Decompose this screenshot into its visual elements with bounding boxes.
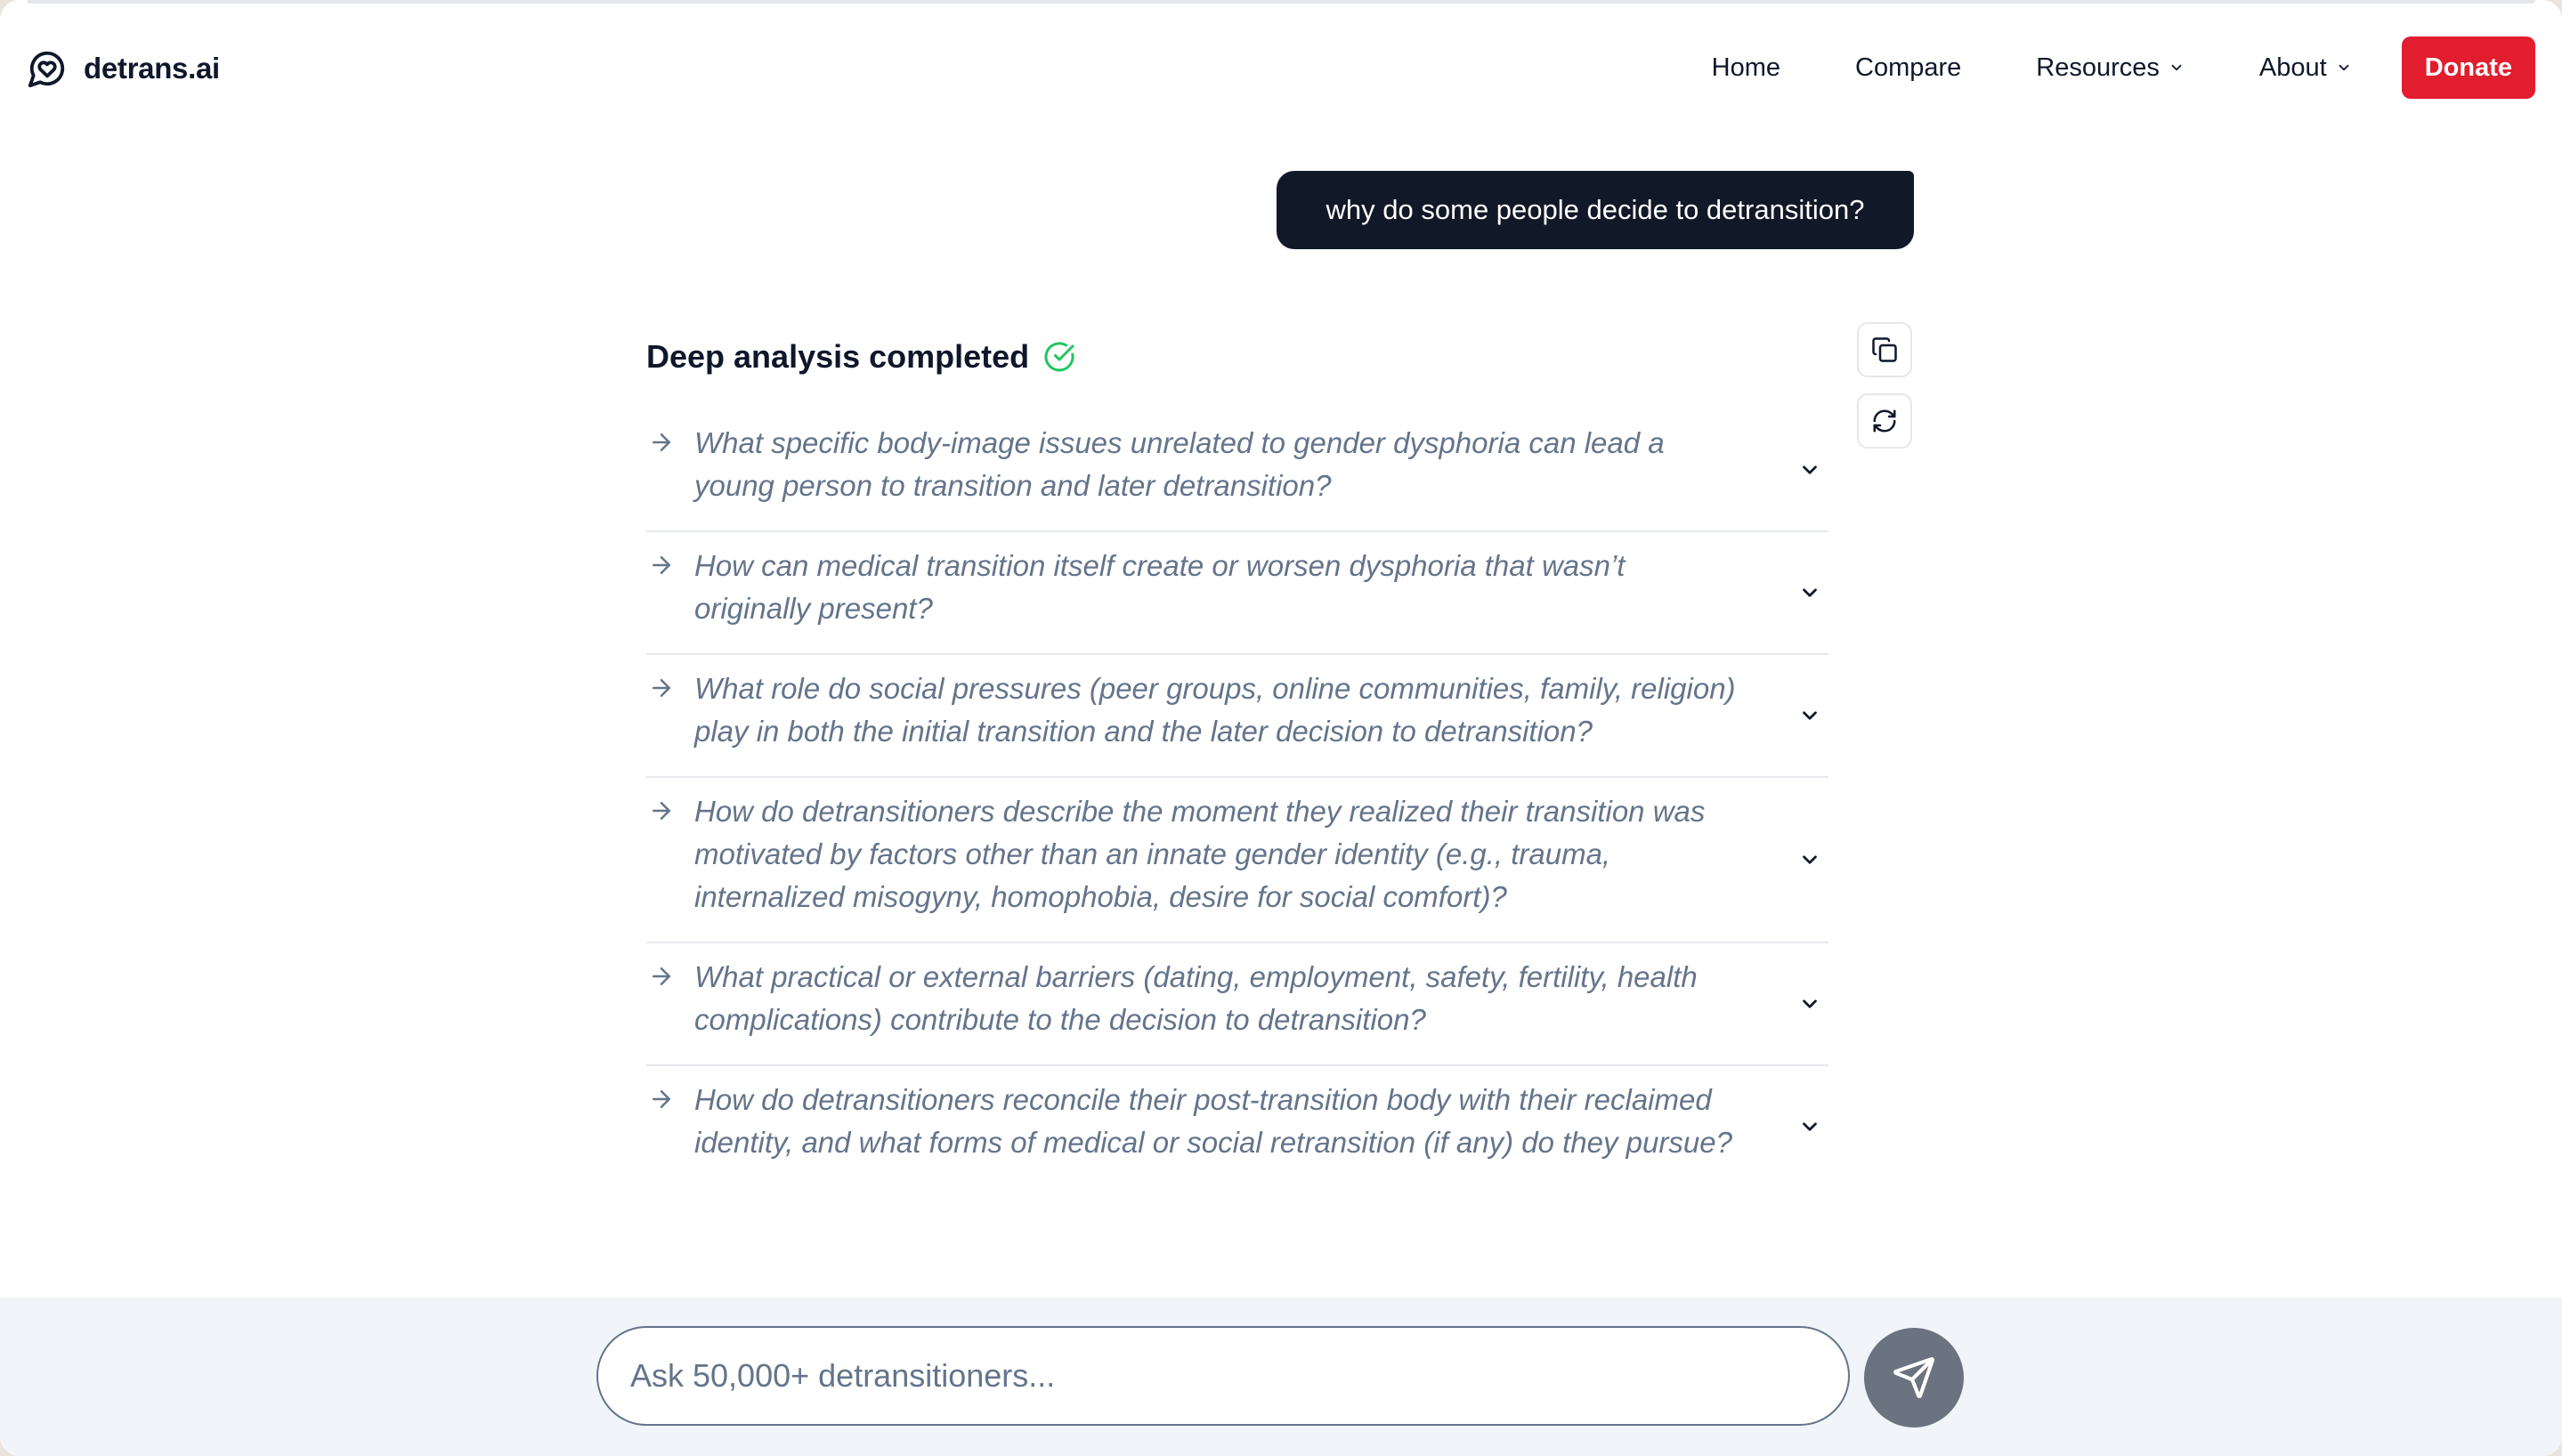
question-item[interactable] [646,943,1828,1066]
question-text: What practical or external barriers (dating, employment, safety, fertility, health complications) contribute to the decision to detransition? [694,960,1698,1036]
brand-logo[interactable] [27,46,220,91]
arrow-right-icon [648,963,675,990]
follow-up-questions [646,409,1828,1187]
arrow-right-icon [648,797,675,824]
main-nav [1637,36,2535,100]
question-text: How do detransitioners describe the moment they realized their transition was motivated by factors other than an innate gender identity (e.g., trauma, internalized misogyny, homophobia, desire for social comfort)? [694,795,1706,913]
copy-button[interactable] [1857,322,1912,377]
question-item[interactable] [646,778,1828,943]
arrow-right-icon [648,552,675,578]
analysis-header [646,338,1075,376]
nav-home[interactable] [1712,53,1780,83]
user-message-bubble [1277,171,1914,249]
arrow-right-icon [648,429,675,456]
nav-compare[interactable] [1855,53,1961,83]
nav-resources[interactable] [2036,53,2185,83]
nav-compare-label: Compare [1855,53,1962,82]
arrow-right-icon [648,1086,675,1112]
question-item[interactable] [646,1066,1828,1187]
copy-icon [1871,336,1898,363]
analysis-title: Deep analysis completed [646,338,1030,375]
send-button[interactable] [1864,1328,1964,1428]
chevron-down-icon [2336,60,2352,76]
chat-input-wrapper[interactable] [596,1326,1850,1426]
nav-about-label: About [2258,53,2327,82]
chevron-down-icon[interactable] [1798,992,1821,1015]
message-actions [1857,322,1912,465]
donate-button[interactable]: Donate [2402,36,2535,99]
nav-home-label: Home [1711,53,1780,82]
chevron-down-icon [2169,60,2185,76]
send-icon [1892,1355,1936,1400]
chat-input[interactable] [628,1356,1848,1395]
question-text: What specific body-image issues unrelated to gender dysphoria can lead a young person to transition and later detransition? [694,426,1665,502]
chevron-down-icon[interactable] [1798,1115,1821,1138]
chevron-down-icon[interactable] [1798,581,1821,604]
nav-resources-label: Resources [2036,53,2160,82]
question-item[interactable] [646,655,1828,778]
chevron-down-icon[interactable] [1798,704,1821,727]
nav-about[interactable] [2259,53,2352,83]
site-header [0,0,2562,133]
arrow-right-icon [648,675,675,701]
refresh-icon [1871,408,1898,434]
question-text: How do detransitioners reconcile their post-transition body with their reclaimed identity, and what forms of medical or social retransition (if any) do they pursue? [694,1083,1732,1159]
chat-heart-icon [27,48,68,89]
question-text: How can medical transition itself create or worsen dysphoria that wasn’t originally present? [694,549,1626,625]
chat-composer [0,1298,2562,1456]
regenerate-button[interactable] [1857,393,1912,449]
check-circle-icon [1043,341,1075,373]
user-message-text: why do some people decide to detransition? [1326,194,1865,225]
question-item[interactable] [646,409,1828,532]
chevron-down-icon[interactable] [1798,458,1821,481]
question-text: What role do social pressures (peer groups, online communities, family, religion) play in both the initial transition and the later decision to detransition? [694,672,1736,748]
chevron-down-icon[interactable] [1798,848,1821,871]
question-item[interactable] [646,532,1828,655]
brand-name: detrans.ai [84,52,220,85]
